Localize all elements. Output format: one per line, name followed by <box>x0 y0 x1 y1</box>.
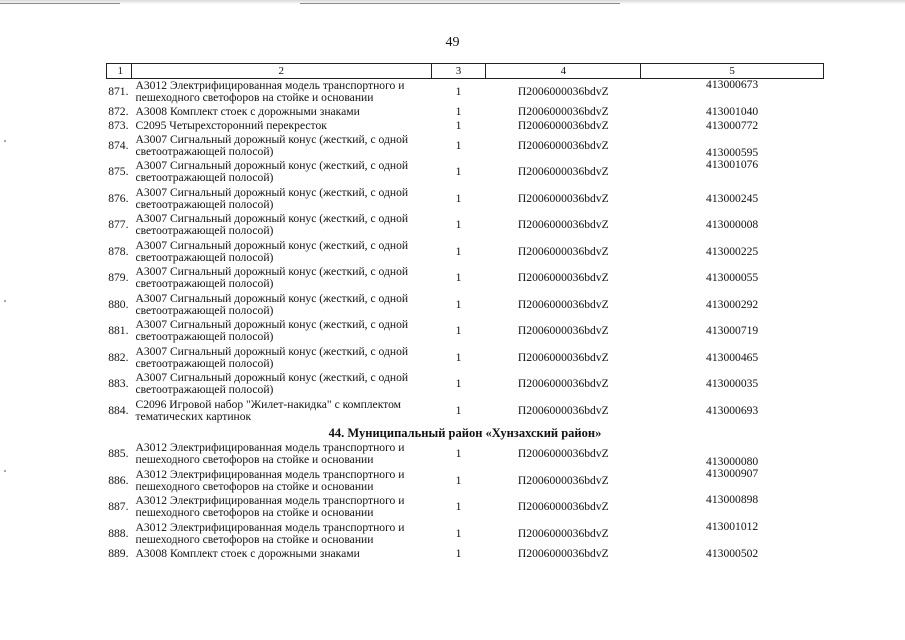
table-row <box>107 265 824 292</box>
inventory-number-cell: 413000772 <box>706 118 759 132</box>
quantity-cell: 1 <box>455 105 462 119</box>
item-name-cell: А3007 Сигнальный дорожный конус (жесткий, с одной светоотражающей полосой) <box>135 185 409 211</box>
inventory-number-cell: 413000035 <box>706 377 759 391</box>
page-number: 49 <box>445 35 460 50</box>
code-cell: П2006000036bdvZ <box>517 191 609 205</box>
code-cell: П2006000036bdvZ <box>517 297 609 311</box>
column-header-1: 1 <box>107 64 132 79</box>
inventory-number-cell: 413000292 <box>706 297 759 311</box>
inventory-number-cell: 413000502 <box>706 546 759 560</box>
code-cell: П2006000036bdvZ <box>517 244 609 258</box>
item-name-cell: А3007 Сигнальный дорожный конус (жесткий, с одной светоотражающей полосой) <box>135 291 409 317</box>
item-name-cell: А3007 Сигнальный дорожный конус (жесткий, с одной светоотражающей полосой) <box>135 265 409 291</box>
row-number-cell: 888. <box>108 526 129 540</box>
column-header-4: 4 <box>486 64 641 79</box>
inventory-number-cell: 413000465 <box>706 350 759 364</box>
item-name-cell: А3012 Электрифицированная модель транспортного и пешеходного светофоров на стойке и основании <box>135 441 405 467</box>
item-name-cell: А3008 Комплект стоек с дорожными знаками <box>135 105 360 119</box>
item-name-cell: А3012 Электрифицированная модель транспортного и пешеходного светофоров на стойке и основании <box>135 520 405 546</box>
code-cell: П2006000036bdvZ <box>517 350 609 364</box>
row-number-cell: 885. <box>108 447 129 461</box>
row-number-cell: 879. <box>108 271 129 285</box>
code-cell: П2006000036bdvZ <box>517 447 609 461</box>
row-number-cell: 877. <box>108 218 129 232</box>
quantity-cell: 1 <box>455 526 462 540</box>
code-cell: П2006000036bdvZ <box>517 526 609 540</box>
row-number-cell: 889. <box>108 546 129 560</box>
table-row <box>107 106 824 120</box>
quantity-cell: 1 <box>455 118 462 132</box>
table-row <box>107 547 824 561</box>
row-number-cell: 875. <box>108 165 129 179</box>
code-cell: П2006000036bdvZ <box>517 118 609 132</box>
table-row <box>107 398 824 425</box>
scan-artifact-dot <box>4 140 6 142</box>
code-cell: П2006000036bdvZ <box>517 165 609 179</box>
quantity-cell: 1 <box>455 138 462 152</box>
inventory-number-cell: 413000693 <box>706 403 759 417</box>
inventory-table-body <box>107 64 824 561</box>
inventory-number-cell: 413001012 <box>706 519 759 533</box>
quantity-cell: 1 <box>455 403 462 417</box>
item-name-cell: А3008 Комплект стоек с дорожными знаками <box>135 546 360 560</box>
code-cell: П2006000036bdvZ <box>517 500 609 514</box>
item-name-cell: А3007 Сигнальный дорожный конус (жесткий, с одной светоотражающей полосой) <box>135 344 409 370</box>
quantity-cell: 1 <box>455 165 462 179</box>
inventory-number-cell: 413000719 <box>706 324 759 338</box>
quantity-cell: 1 <box>455 191 462 205</box>
inventory-number-cell: 413000008 <box>706 218 759 232</box>
code-cell: П2006000036bdvZ <box>517 138 609 152</box>
section-heading-row <box>107 424 824 441</box>
row-number-cell: 871. <box>108 85 129 99</box>
quantity-cell: 1 <box>455 297 462 311</box>
inventory-number-cell: 413000080 <box>706 454 759 468</box>
quantity-cell: 1 <box>455 218 462 232</box>
code-cell: П2006000036bdvZ <box>517 377 609 391</box>
quantity-cell: 1 <box>455 271 462 285</box>
quantity-cell: 1 <box>455 324 462 338</box>
table-row <box>107 133 824 160</box>
table-row <box>107 239 824 266</box>
code-cell: П2006000036bdvZ <box>517 105 609 119</box>
code-cell: П2006000036bdvZ <box>517 324 609 338</box>
row-number-cell: 876. <box>108 191 129 205</box>
section-title: 44. Муниципальный район «Хунзахский район» <box>328 425 602 440</box>
scan-artifact-dot <box>4 470 6 472</box>
item-name-cell: А3007 Сигнальный дорожный конус (жесткий, с одной светоотражающей полосой) <box>135 238 409 264</box>
table-row <box>107 212 824 239</box>
inventory-number-cell: 413000225 <box>706 244 759 258</box>
table-row <box>107 468 824 495</box>
scan-artifact-line <box>300 3 620 4</box>
inventory-table <box>106 63 824 561</box>
table-row <box>107 494 824 521</box>
row-number-cell: 886. <box>108 473 129 487</box>
table-row <box>107 441 824 468</box>
row-number-cell: 884. <box>108 403 129 417</box>
column-header-5: 5 <box>641 64 824 79</box>
table-header-row <box>107 64 824 79</box>
item-name-cell: А3007 Сигнальный дорожный конус (жесткий, с одной светоотражающей полосой) <box>135 318 409 344</box>
table-row <box>107 521 824 548</box>
table-row <box>107 371 824 398</box>
quantity-cell: 1 <box>455 85 462 99</box>
inventory-number-cell: 413001040 <box>706 105 759 119</box>
table-row <box>107 79 824 106</box>
quantity-cell: 1 <box>455 500 462 514</box>
table-row <box>107 186 824 213</box>
table-row <box>107 159 824 186</box>
item-name-cell: А3012 Электрифицированная модель транспортного и пешеходного светофоров на стойке и основании <box>135 79 405 105</box>
inventory-number-cell: 413000898 <box>706 493 759 506</box>
quantity-cell: 1 <box>455 350 462 364</box>
row-number-cell: 887. <box>108 500 129 514</box>
item-name-cell: А3012 Электрифицированная модель транспортного и пешеходного светофоров на стойке и основании <box>135 467 405 493</box>
quantity-cell: 1 <box>455 447 462 461</box>
column-header-3: 3 <box>431 64 486 79</box>
item-name-cell: А3007 Сигнальный дорожный конус (жесткий, с одной светоотражающей полосой) <box>135 212 409 238</box>
item-name-cell: А3012 Электрифицированная модель транспортного и пешеходного светофоров на стойке и основании <box>135 494 405 520</box>
row-number-cell: 881. <box>108 324 129 338</box>
scan-artifact-line <box>0 3 120 4</box>
item-name-cell: С2095 Четырехсторонний перекресток <box>135 118 327 132</box>
inventory-number-cell: 413000673 <box>706 78 759 91</box>
table-row <box>107 292 824 319</box>
item-name-cell: А3007 Сигнальный дорожный конус (жесткий, с одной светоотражающей полосой) <box>135 132 409 158</box>
code-cell: П2006000036bdvZ <box>517 473 609 487</box>
scan-artifact-dot <box>4 300 6 302</box>
inventory-number-cell: 413000055 <box>706 271 759 285</box>
quantity-cell: 1 <box>455 473 462 487</box>
code-cell: П2006000036bdvZ <box>517 546 609 560</box>
inventory-number-cell: 413001076 <box>706 158 759 171</box>
row-number-cell: 873. <box>108 118 129 132</box>
code-cell: П2006000036bdvZ <box>517 403 609 417</box>
row-number-cell: 878. <box>108 244 129 258</box>
code-cell: П2006000036bdvZ <box>517 271 609 285</box>
item-name-cell: А3007 Сигнальный дорожный конус (жесткий, с одной светоотражающей полосой) <box>135 159 409 185</box>
row-number-cell: 882. <box>108 350 129 364</box>
table-row <box>107 318 824 345</box>
row-number-cell: 883. <box>108 377 129 391</box>
table-row <box>107 119 824 133</box>
inventory-number-cell: 413000595 <box>706 146 759 159</box>
quantity-cell: 1 <box>455 244 462 258</box>
inventory-number-cell: 413000245 <box>706 191 759 205</box>
row-number-cell: 872. <box>108 105 129 119</box>
table-row <box>107 345 824 372</box>
code-cell: П2006000036bdvZ <box>517 218 609 232</box>
quantity-cell: 1 <box>455 546 462 560</box>
item-name-cell: А3007 Сигнальный дорожный конус (жесткий, с одной светоотражающей полосой) <box>135 371 409 397</box>
quantity-cell: 1 <box>455 377 462 391</box>
item-name-cell: С2096 Игровой набор "Жилет-накидка" с комплектом тематических картинок <box>135 397 402 423</box>
code-cell: П2006000036bdvZ <box>517 85 609 99</box>
row-number-cell: 874. <box>108 138 129 152</box>
column-header-2: 2 <box>131 64 431 79</box>
inventory-number-cell: 413000907 <box>706 466 759 480</box>
row-number-cell: 880. <box>108 297 129 311</box>
